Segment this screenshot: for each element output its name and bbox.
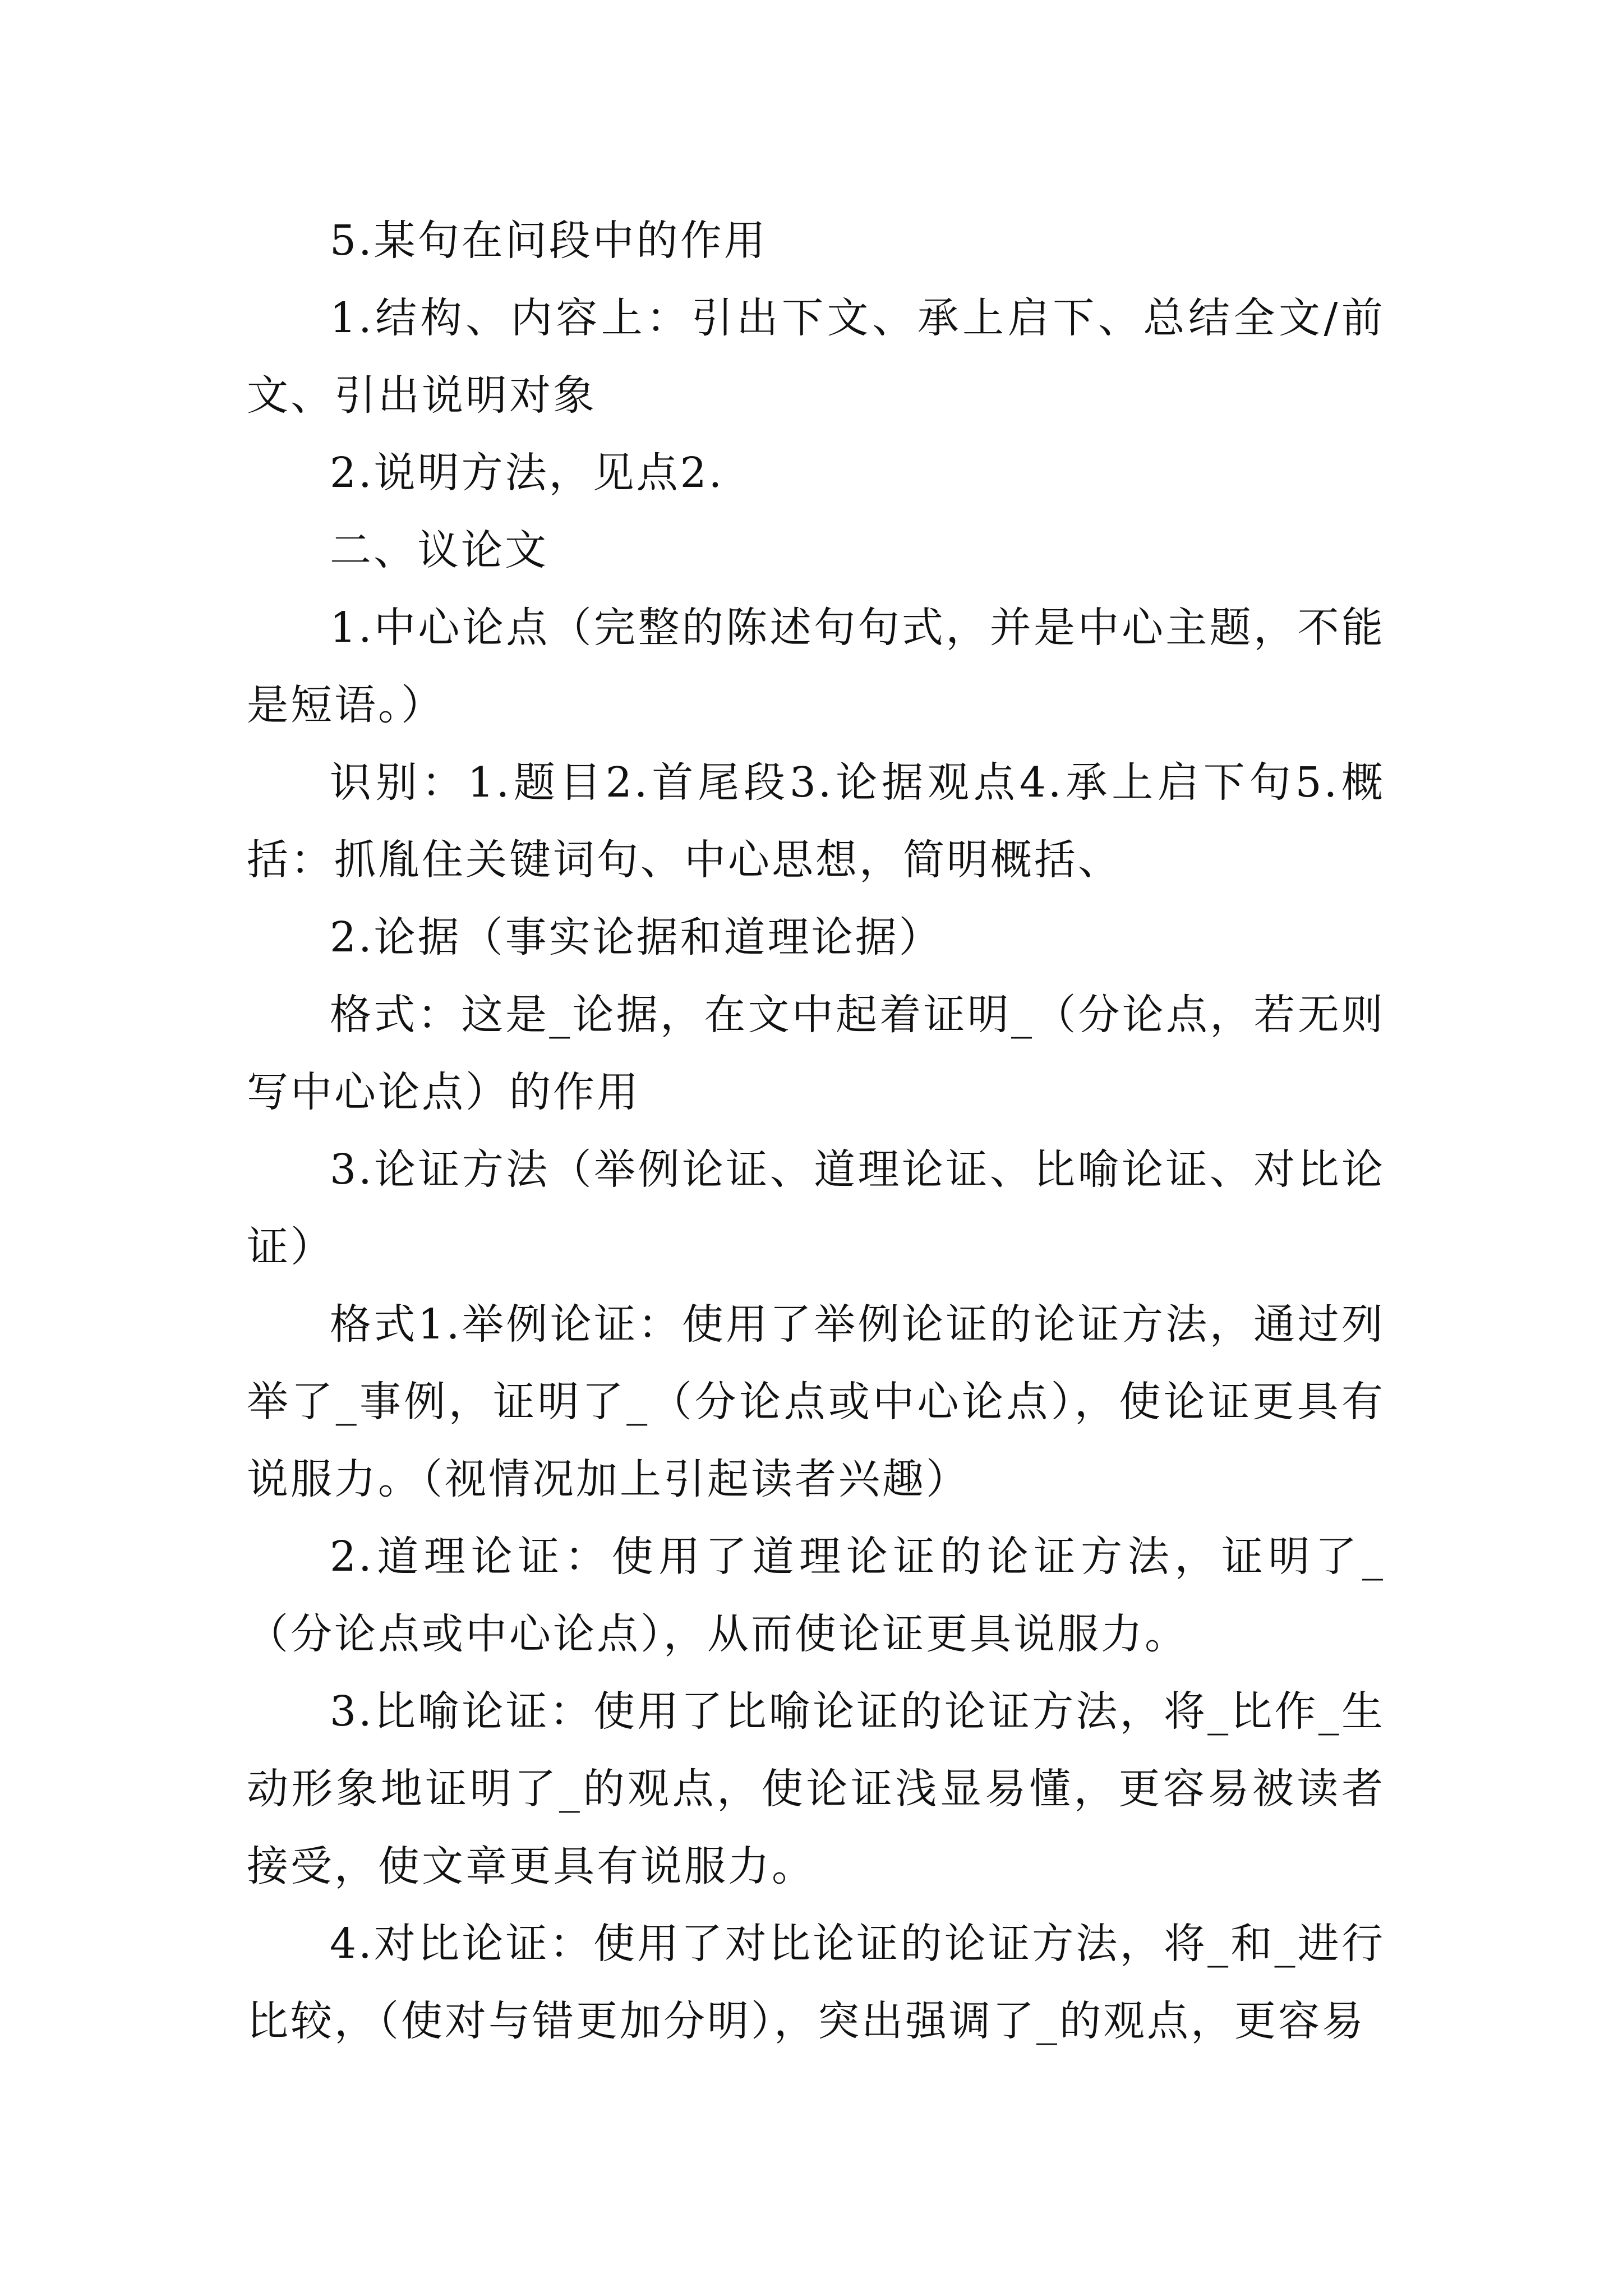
paragraph: 3.论证方法（举例论证、道理论证、比喻论证、对比论证） (247, 1145, 1385, 1271)
paragraph: 1.中心论点（完整的陈述句句式，并是中心主题，不能是短语。） (247, 604, 1385, 729)
paragraph: 识别：1.题目2.首尾段3.论据观点4.承上启下句5.概括：抓胤住关键词句、中心思想，简明概括、 (247, 758, 1385, 884)
paragraph: 1.结构、内容上：引出下文、承上启下、总结全文/前文、引出说明对象 (247, 294, 1385, 420)
document-body (247, 202, 1385, 2060)
paragraph: 5.某句在问段中的作用 (330, 217, 768, 265)
paragraph: 格式：这是_论据，在文中起着证明_（分论点，若无则写中心论点）的作用 (247, 991, 1385, 1116)
paragraph: 2.说明方法，见点2. (330, 449, 725, 497)
paragraph: 4.对比论证：使用了对比论证的论证方法，将_和_进行比较，（使对与错更加分明），突出强调了_的观点，更容易 (247, 1920, 1385, 2045)
section-heading: 二、议论文 (330, 526, 548, 574)
paragraph: 2.道理论证：使用了道理论证的论证方法，证明了_（分论点或中心论点），从而使论证更具说服力。 (247, 1533, 1385, 1658)
paragraph: 2.论据（事实论据和道理论据） (330, 913, 943, 961)
paragraph: 格式1.举例论证：使用了举例论证的论证方法，通过列举了_事例，证明了_（分论点或中心论点），使论证更具有说服力。（视情况加上引起读者兴趣） (247, 1300, 1385, 1503)
paragraph: 3.比喻论证：使用了比喻论证的论证方法，将_比作_生动形象地证明了_的观点，使论证浅显易懂，更容易被读者接受，使文章更具有说服力。 (247, 1687, 1385, 1890)
